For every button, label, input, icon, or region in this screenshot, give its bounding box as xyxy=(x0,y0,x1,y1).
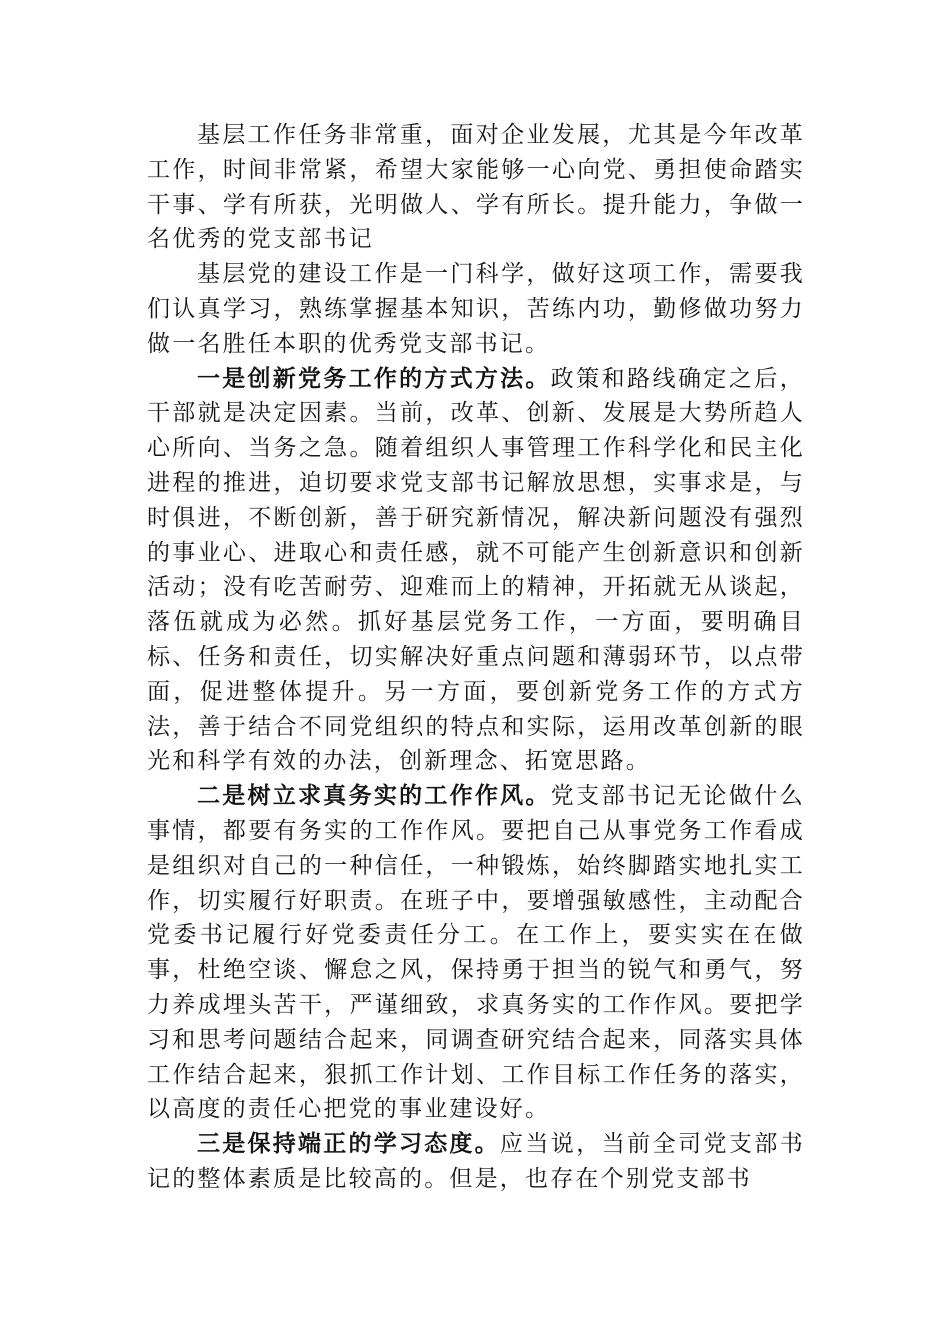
paragraph-1-text: 基层工作任务非常重，面对企业发展，尤其是今年改革工作，时间非常紧，希望大家能够一心向党、勇担使命踏实干事、学有所获，光明做人、学有所长。提升能力，争做一名优秀的党支部书记 xyxy=(147,122,805,253)
paragraph-5-text: 应当说，当前全司党支部书记的整体素质是比较高的。但是，也存在个别党支部书 xyxy=(147,1131,805,1192)
paragraph-4 xyxy=(147,779,805,1127)
document-body xyxy=(147,118,805,1197)
paragraph-5-heading: 三是保持端正的学习态度。 xyxy=(197,1131,500,1158)
paragraph-4-text: 党支部书记无论做什么事情，都要有务实的工作作风。要把自己从事党务工作看成是组织对自己的一种信任，一种锻炼，始终脚踏实地扎实工作，切实履行好职责。在班子中，要增强敏感性，主动配合党委书记履行好党委责任分工。在工作上，要实实在在做事，杜绝空谈、懈怠之风，保持勇于担当的锐气和勇气，努力养成埋头苦干，严谨细致，求真务实的工作作风。要把学习和思考问题结合起来，同调查研究结合起来，同落实具体工作结合起来，狠抓工作计划、工作目标工作任务的落实，以高度的责任心把党的事业建设好。 xyxy=(147,783,806,1123)
paragraph-4-heading: 二是树立求真务实的工作作风。 xyxy=(197,783,551,810)
paragraph-3-text: 政策和路线确定之后，干部就是决定因素。当前，改革、创新、发展是大势所趋人心所向、当务之急。随着组织人事管理工作科学化和民主化进程的推进，迫切要求党支部书记解放思想，实事求是，与时俱进，不断创新，善于研究新情况，解决新问题没有强烈的事业心、进取心和责任感，就不可能产生创新意识和创新活动；没有吃苦耐劳、迎难而上的精神，开拓就无从谈起，落伍就成为必然。抓好基层党务工作，一方面，要明确目标、任务和责任，切实解决好重点问题和薄弱环节，以点带面，促进整体提升。另一方面，要创新党务工作的方式方法，善于结合不同党组织的特点和实际，运用改革创新的眼光和科学有效的办法，创新理念、拓宽思路。 xyxy=(147,365,806,775)
paragraph-2-text: 基层党的建设工作是一门科学，做好这项工作，需要我们认真学习，熟练掌握基本知识，苦练内功，勤修做功努力做一名胜任本职的优秀党支部书记。 xyxy=(147,261,805,357)
paragraph-1 xyxy=(147,118,805,257)
paragraph-3-heading: 一是创新党务工作的方式方法。 xyxy=(197,365,551,392)
paragraph-3 xyxy=(147,362,805,780)
paragraph-5 xyxy=(147,1127,805,1197)
paragraph-2 xyxy=(147,257,805,361)
